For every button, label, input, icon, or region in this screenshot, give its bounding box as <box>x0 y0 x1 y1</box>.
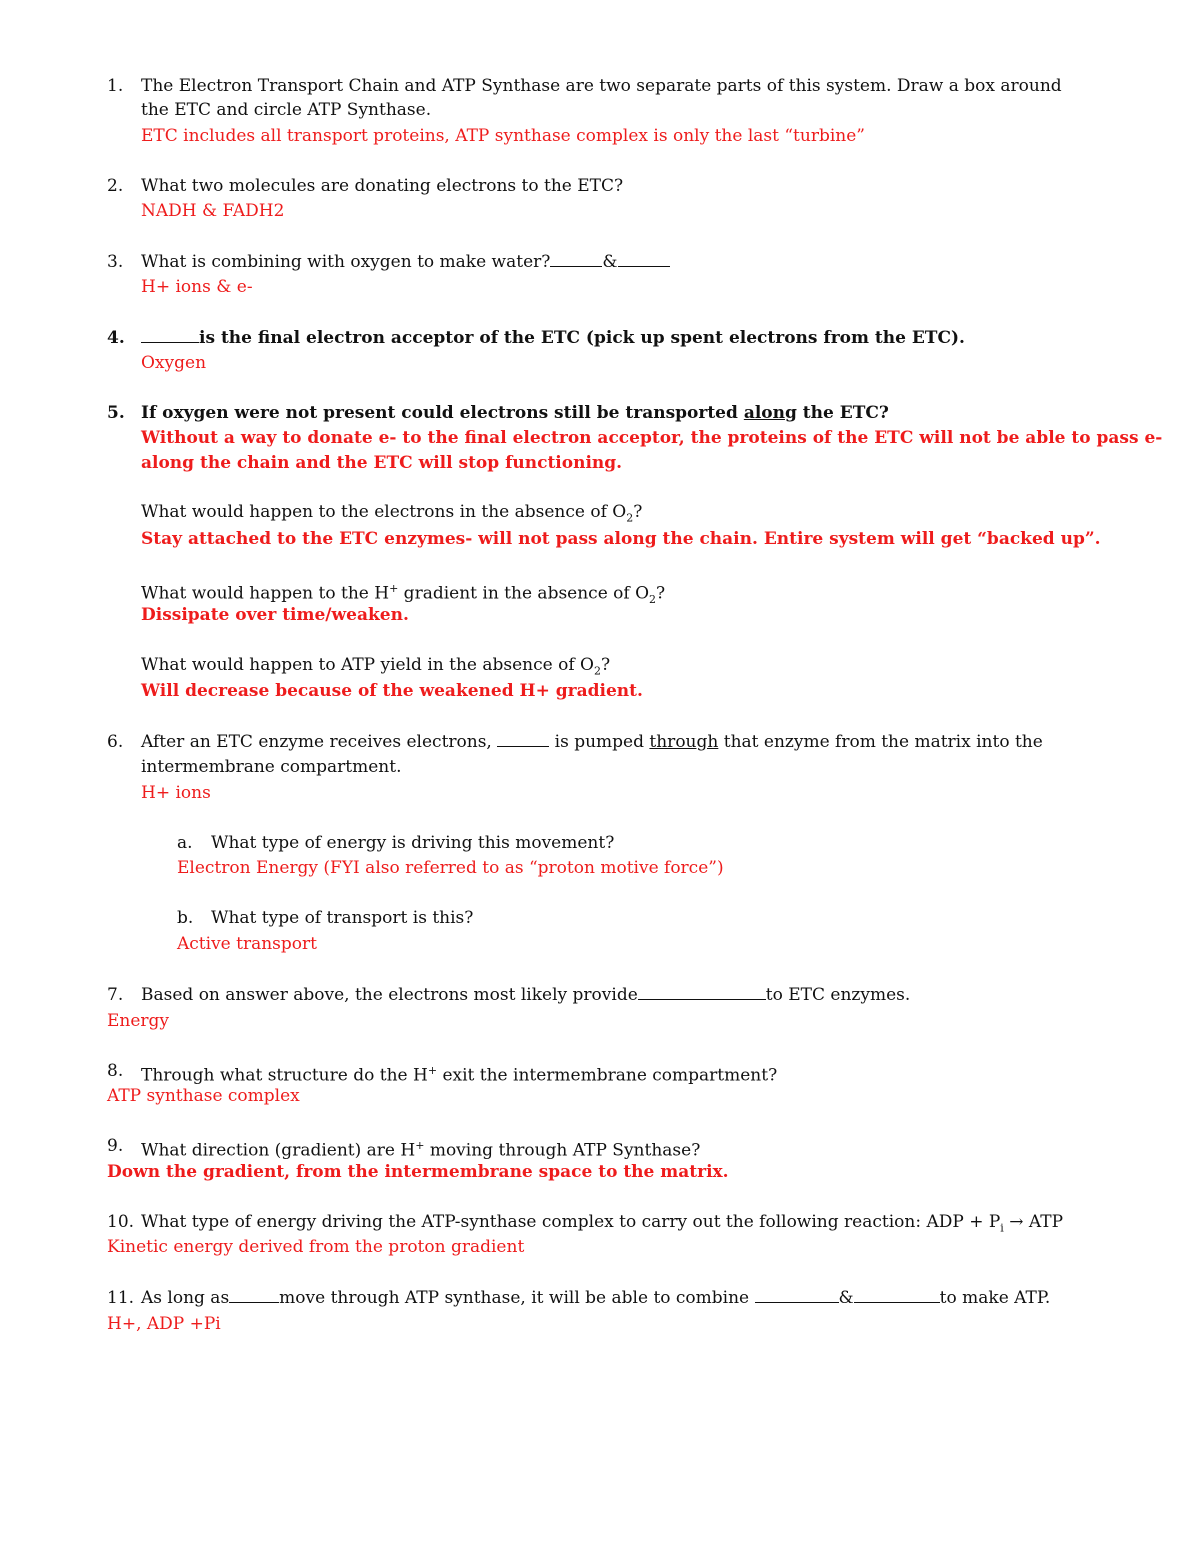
q5-sub3-end: ? <box>600 655 611 675</box>
q5-sub3-answer: Will decrease because of the weakened H+ gradient. <box>141 681 643 701</box>
q5-sub2-superscript: + <box>389 582 399 595</box>
q6-text-underlined: through <box>649 732 719 752</box>
q7-number: 7. <box>107 985 124 1005</box>
q11-text-c: to make ATP. <box>939 1288 1051 1308</box>
q1-answer: ETC includes all transport proteins, ATP synthase complex is only the last “turbine” <box>141 126 865 146</box>
q1-text-line2: the ETC and circle ATP Synthase. <box>141 100 432 120</box>
q3-blank-1[interactable] <box>550 250 602 267</box>
q8-number: 8. <box>107 1061 124 1081</box>
q5-sub1-question <box>141 500 642 530</box>
q2-number: 2. <box>107 176 124 196</box>
q3-number: 3. <box>107 252 124 272</box>
q5-answer-line1: Without a way to donate e- to the final electron acceptor, the proteins of the ETC will not be able to pass e- <box>141 428 1163 448</box>
q5-sub2-text-b: gradient in the absence of O <box>398 583 650 604</box>
q9-number: 9. <box>107 1136 124 1156</box>
q6-text-b: is pumped <box>549 732 650 752</box>
q6-text-line2: intermembrane compartment. <box>141 757 402 777</box>
q5-text-underlined: along <box>743 403 797 423</box>
q10-subscript: i <box>1000 1221 1004 1235</box>
q6b-question: What type of transport is this? <box>211 908 474 928</box>
q6b-answer: Active transport <box>177 934 317 954</box>
q5-sub2-subscript: 2 <box>649 593 657 607</box>
q7-answer: Energy <box>107 1011 170 1031</box>
q4-answer: Oxygen <box>141 353 207 373</box>
q9-text-a: What direction (gradient) are H <box>141 1140 416 1161</box>
q7-text-a: Based on answer above, the electrons most likely provide <box>141 985 638 1005</box>
q5-sub1-subscript: 2 <box>626 511 634 525</box>
q8-text-a: Through what structure do the H <box>141 1065 428 1086</box>
q4-text <box>141 326 965 350</box>
q5-sub3-text: What would happen to ATP yield in the absence of O <box>141 655 594 675</box>
q11-blank-3[interactable] <box>854 1286 940 1303</box>
q10-number: 10. <box>107 1212 135 1232</box>
q5-text-a: If oxygen were not present could electrons still be transported <box>141 403 744 423</box>
q5-sub2-end: ? <box>656 583 666 604</box>
q7-blank[interactable] <box>638 983 766 1000</box>
q5-answer-line2: along the chain and the ETC will stop functioning. <box>141 453 623 473</box>
q7-text <box>141 983 910 1007</box>
q9-answer: Down the gradient, from the intermembrane space to the matrix. <box>107 1162 729 1182</box>
q4-blank[interactable] <box>141 326 199 343</box>
q1-number: 1. <box>107 76 124 96</box>
q9-superscript: + <box>415 1139 425 1152</box>
q1-text-line1: The Electron Transport Chain and ATP Synthase are two separate parts of this system. Draw a box around <box>141 76 1062 96</box>
q5-sub2-text-a: What would happen to the H <box>141 583 390 604</box>
q6a-label: a. <box>177 833 193 853</box>
q6-text-a: After an ETC enzyme receives electrons, <box>141 732 498 752</box>
q3-text-a: What is combining with oxygen to make water? <box>141 252 551 272</box>
q3-text <box>141 250 670 274</box>
q6-blank[interactable] <box>497 730 549 747</box>
q5-sub1-answer: Stay attached to the ETC enzymes- will not pass along the chain. Entire system will get “backed up”. <box>141 529 1101 549</box>
q6b-label: b. <box>177 908 194 928</box>
q5-sub1-text: What would happen to the electrons in the absence of O <box>141 502 627 522</box>
q4-number: 4. <box>107 328 125 348</box>
q3-blank-2[interactable] <box>618 250 670 267</box>
q9-text-b: moving through ATP Synthase? <box>424 1140 701 1161</box>
q11-blank-1[interactable] <box>229 1286 279 1303</box>
q3-answer: H+ ions & e- <box>141 277 253 297</box>
q2-text: What two molecules are donating electrons to the ETC? <box>141 176 624 196</box>
q8-text-b: exit the intermembrane compartment? <box>437 1065 778 1086</box>
q6a-question: What type of energy is driving this movement? <box>211 833 615 853</box>
q8-superscript: + <box>427 1064 438 1077</box>
q6a-answer: Electron Energy (FYI also referred to as “proton motive force”) <box>177 858 724 878</box>
q6-answer: H+ ions <box>141 783 211 803</box>
q10-text-a: What type of energy driving the ATP-synthase complex to carry out the following reaction: ADP + P <box>141 1212 1001 1232</box>
q11-amp: & <box>838 1288 854 1308</box>
q6-number: 6. <box>107 732 124 752</box>
q8-answer: ATP synthase complex <box>107 1086 300 1106</box>
q11-text <box>141 1286 1050 1310</box>
q5-text-b: the ETC? <box>796 403 889 423</box>
q5-sub2-answer: Dissipate over time/weaken. <box>141 605 409 625</box>
q10-text-b: → ATP <box>1003 1212 1064 1232</box>
q3-amp: & <box>602 252 618 272</box>
q5-text <box>141 401 889 425</box>
q11-answer: H+, ADP +Pi <box>107 1314 221 1334</box>
q4-text-body: is the final electron acceptor of the ETC (pick up spent electrons from the ETC). <box>199 328 965 348</box>
q5-sub3-subscript: 2 <box>593 664 601 678</box>
q6-text-c: that enzyme from the matrix into the <box>718 732 1043 752</box>
q9-text <box>141 1134 700 1163</box>
q7-text-b: to ETC enzymes. <box>765 985 911 1005</box>
q11-text-a: As long as <box>141 1288 230 1308</box>
q10-answer: Kinetic energy derived from the proton gradient <box>107 1237 525 1257</box>
q11-number: 11. <box>107 1288 135 1308</box>
q6-text <box>141 730 1043 754</box>
q2-answer: NADH & FADH2 <box>141 201 285 221</box>
q11-blank-2[interactable] <box>755 1286 839 1303</box>
q5-sub1-end: ? <box>633 502 643 522</box>
q5-number: 5. <box>107 403 125 423</box>
q11-text-b: move through ATP synthase, it will be able to combine <box>279 1288 755 1308</box>
